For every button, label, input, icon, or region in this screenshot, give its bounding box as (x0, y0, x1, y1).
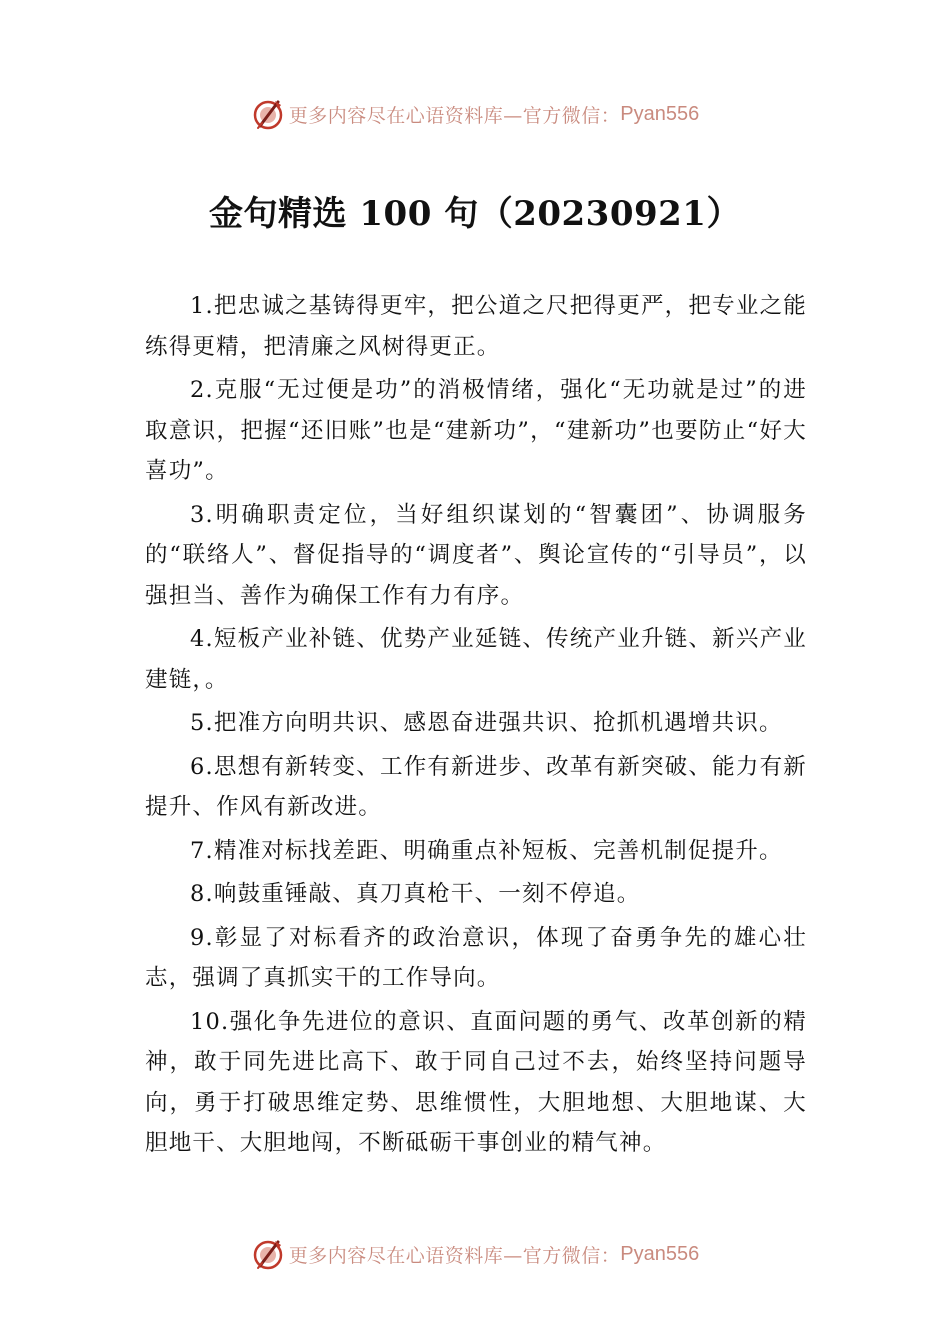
paragraph-3: 3.明确职责定位，当好组织谋划的“智囊团”、协调服务的“联络人”、督促指导的“调度者”、舆论宣传的“引导员”，以强担当、善作为确保工作有力有序。 (145, 501, 807, 609)
paragraph-6: 6.思想有新转变、工作有新进步、改革有新突破、能力有新提升、作风有新改进。 (145, 753, 807, 820)
paragraph-7: 7.精准对标找差距、明确重点补短板、完善机制促提升。 (190, 837, 783, 864)
paragraph-10: 10.强化争先进位的意识、直面问题的勇气、改革创新的精神，敢于同先进比高下、敢于同自己过不去，始终坚持问题导向，勇于打破思维定势、思维惯性，大胆地想、大胆地谋、大胆地干、大胆地闯，不断砥砺干事创业的精气神。 (145, 1008, 807, 1156)
paragraph-8: 8.响鼓重锤敲、真刀真枪干、一刻不停追。 (190, 881, 641, 907)
document-title: 金句精选 100 句（20230921） (209, 194, 741, 234)
document-body (145, 286, 807, 1167)
banner-text: 更多内容尽在心语资料库—官方微信： (288, 104, 621, 127)
paragraph-4: 4.短板产业补链、优势产业延链、传统产业升链、新兴产业建链，。 (145, 626, 807, 693)
pen-seal-icon (251, 1237, 285, 1271)
paragraph-5: 5.把准方向明共识、感恩奋进强共识、抢抓机遇增共识。 (190, 710, 783, 736)
header-banner (0, 94, 950, 134)
banner-text: 更多内容尽在心语资料库—官方微信： (288, 1244, 621, 1267)
paragraph-2: 2.克服“无过便是功”的消极情绪，强化“无功就是过”的进取意识，把握“还旧账”也是“建新功”，“建新功”也要防止“好大喜功”。 (145, 377, 807, 484)
footer-banner (0, 1234, 950, 1274)
banner-account: Pyan556 (620, 1242, 700, 1265)
paragraph-9: 9.彰显了对标看齐的政治意识，体现了奋勇争先的雄心壮志，强调了真抓实干的工作导向。 (145, 924, 807, 991)
paragraph-1: 1.把忠诚之基铸得更牢，把公道之尺把得更严，把专业之能练得更精，把清廉之风树得更正。 (145, 293, 807, 360)
pen-seal-icon (251, 97, 285, 131)
banner-account: Pyan556 (620, 102, 700, 125)
